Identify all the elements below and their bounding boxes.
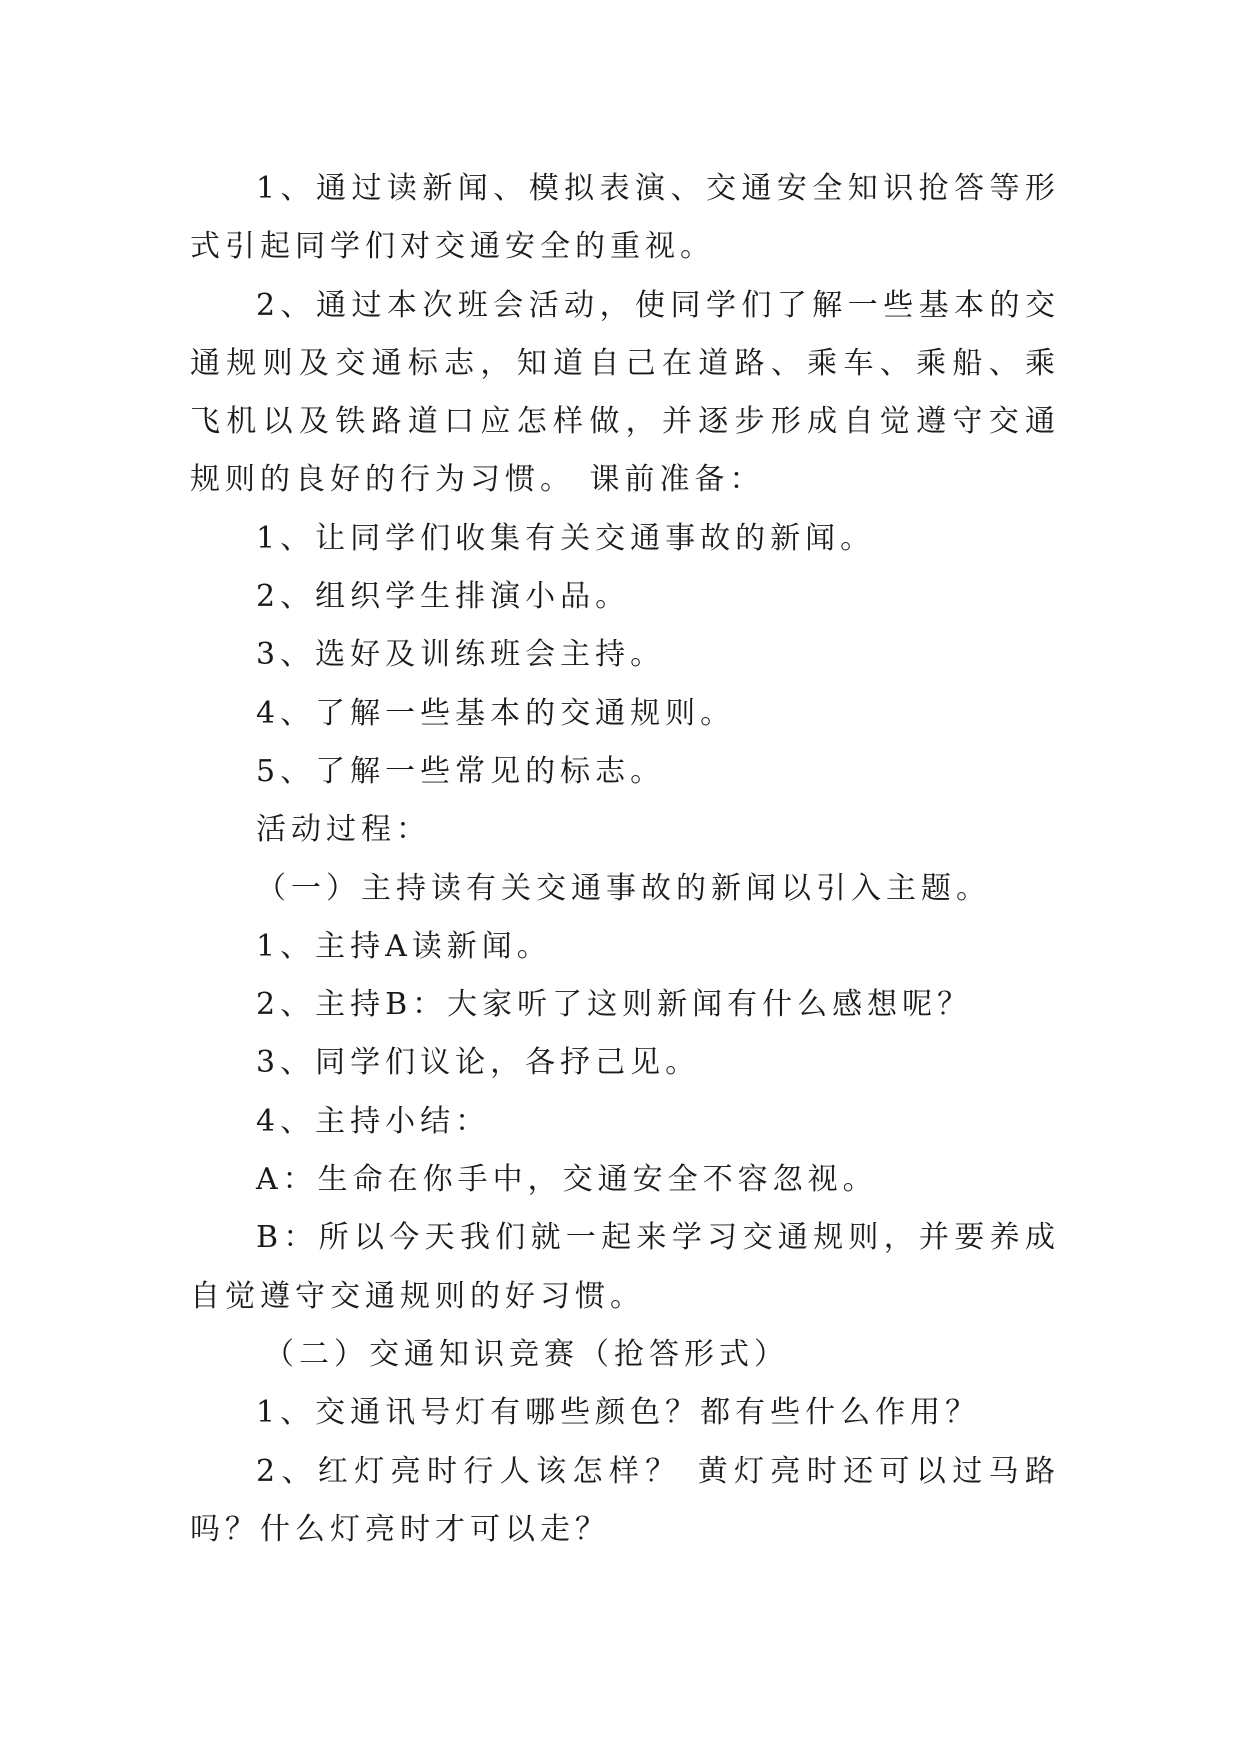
paragraph-host-b: B：所以今天我们就一起来学习交通规则，并要养成自觉遵守交通规则的好习惯。 [190,1220,1060,1314]
paragraph-prep-1: 1、让同学们收集有关交通事故的新闻。 [256,520,876,556]
section-heading-part-2: （二）交通知识竞赛（抢答形式） [264,1336,789,1372]
document-body [190,160,1060,1559]
paragraph-step-1: 1、主持A读新闻。 [256,928,552,964]
paragraph-prep-5: 5、了解一些常见的标志。 [256,753,666,789]
paragraph-step-2: 2、主持B：大家听了这则新闻有什么感想呢？ [256,987,973,1023]
paragraph-host-a: A：生命在你手中，交通安全不容忽视。 [256,1162,878,1198]
paragraph-objective-2: 2、通过本次班会活动，使同学们了解一些基本的交通规则及交通标志，知道自己在道路、乘车、乘船、乘飞机以及铁路道口应怎样做，并逐步形成自觉遵守交通规则的良好的行为习惯。 课前准备： [190,287,1060,498]
paragraph-prep-4: 4、了解一些基本的交通规则。 [256,695,736,731]
paragraph-prep-3: 3、选好及训练班会主持。 [256,637,666,673]
paragraph-step-4: 4、主持小结： [256,1103,491,1139]
paragraph-question-2: 2、红灯亮时行人该怎样？ 黄灯亮时还可以过马路吗？什么灯亮时才可以走？ [190,1453,1060,1547]
section-heading-part-1: （一）主持读有关交通事故的新闻以引入主题。 [256,870,991,906]
paragraph-objective-1: 1、通过读新闻、模拟表演、交通安全知识抢答等形式引起同学们对交通安全的重视。 [190,171,1060,265]
paragraph-step-3: 3、同学们议论，各抒己见。 [256,1045,701,1081]
paragraph-question-1: 1、交通讯号灯有哪些颜色？都有些什么作用？ [256,1395,981,1431]
paragraph-prep-2: 2、组织学生排演小品。 [256,579,631,615]
section-heading-process: 活动过程： [256,812,431,848]
